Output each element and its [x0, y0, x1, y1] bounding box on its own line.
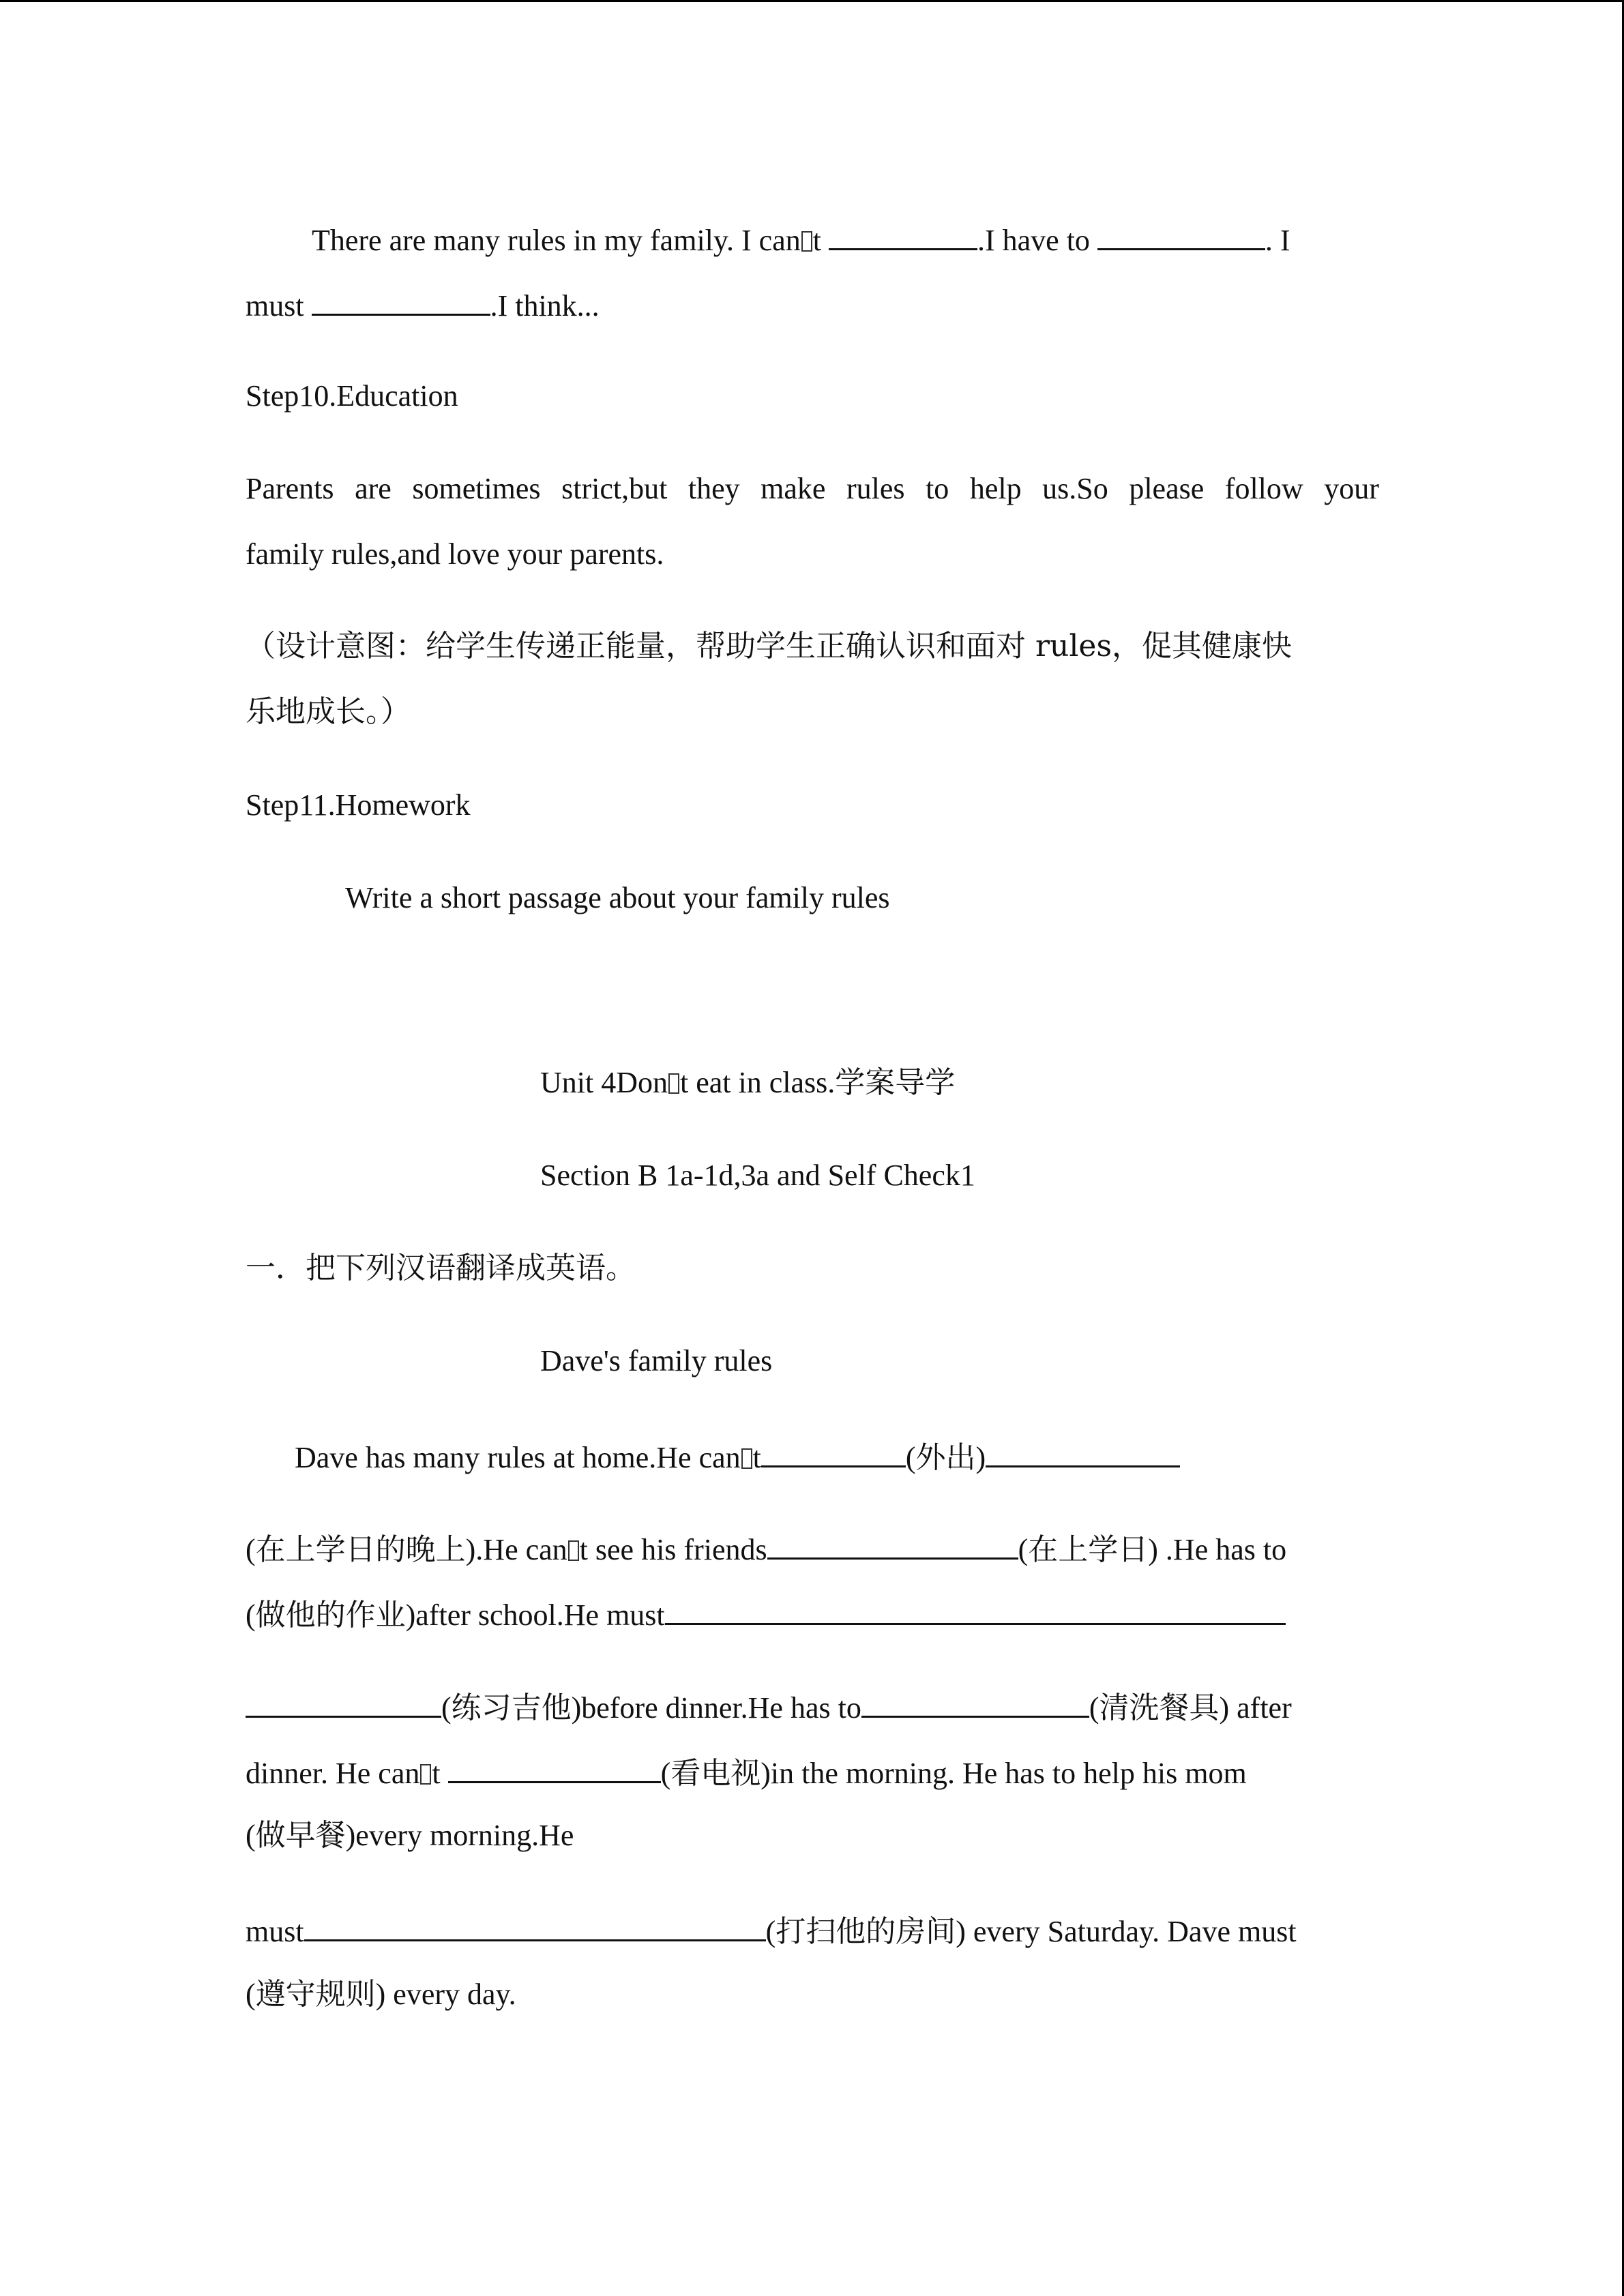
intro-text-c: .I have to	[977, 224, 1090, 257]
word: please	[1129, 472, 1205, 505]
passage-line-4	[246, 1684, 1379, 1729]
section-title: Section B 1a-1d,3a and Self Check1	[540, 1159, 975, 1192]
word: to	[926, 472, 949, 505]
answer-blank[interactable]	[829, 217, 977, 250]
intro-text-a: There are many rules in my family. I can	[312, 224, 801, 257]
answer-blank[interactable]	[767, 1526, 1018, 1560]
passage-text: (在上学日的晚上).He can	[246, 1533, 567, 1566]
word: us.So	[1042, 472, 1108, 505]
unit-title-b: t eat in class.学案导学	[680, 1066, 956, 1099]
word: rules	[846, 472, 905, 505]
word: sometimes	[412, 472, 541, 505]
passage-text: dinner. He can	[246, 1757, 420, 1790]
word: make	[761, 472, 826, 505]
passage-line-8: (遵守规则) every day.	[246, 1978, 516, 2011]
missing-glyph-icon	[420, 1764, 431, 1785]
passage-text: (外出)	[905, 1441, 986, 1474]
answer-blank[interactable]	[312, 282, 490, 316]
homework-text: Write a short passage about your family rules	[345, 881, 890, 914]
passage-text: (在上学日) .He has to	[1018, 1533, 1287, 1566]
passage-text: t	[752, 1441, 761, 1474]
answer-blank[interactable]	[448, 1750, 661, 1783]
step11-heading: Step11.Homework	[246, 788, 471, 822]
passage-line-6: (做早餐)every morning.He	[246, 1819, 574, 1852]
missing-glyph-icon	[568, 1540, 579, 1561]
passage-line-7	[246, 1908, 1379, 1952]
word: strict,but	[561, 472, 668, 505]
intro-text-d: . I	[1265, 224, 1290, 257]
word: are	[355, 472, 392, 505]
word: your	[1324, 472, 1379, 505]
missing-glyph-icon	[668, 1073, 679, 1094]
answer-blank[interactable]	[304, 1908, 766, 1941]
unit-title-a: Unit 4Don	[540, 1066, 668, 1099]
word: Parents	[246, 472, 334, 505]
intro-line-2	[246, 282, 1379, 327]
passage-line-1	[246, 1434, 1379, 1478]
design-intent-line-2: 乐地成长。）	[246, 694, 411, 729]
intro-text-f: .I think...	[490, 289, 600, 323]
passage-text: (做他的作业)after school.He must	[246, 1598, 665, 1632]
passage-text: (清洗餐具) after	[1089, 1691, 1292, 1725]
word: follow	[1224, 472, 1303, 505]
answer-blank[interactable]	[761, 1434, 906, 1467]
passage-line-5	[246, 1750, 1379, 1794]
answer-blank[interactable]	[665, 1592, 1286, 1625]
passage-text: (看电视)in the morning. He has to help his mom	[660, 1757, 1247, 1790]
passage-text: Dave has many rules at home.He can	[295, 1441, 741, 1474]
education-line-1	[246, 468, 1379, 509]
passage-text: t	[432, 1757, 441, 1790]
passage-text: must	[246, 1915, 304, 1948]
design-intent-line-1: （设计意图：给学生传递正能量，帮助学生正确认识和面对 rules，促其健康快	[246, 629, 1293, 664]
missing-glyph-icon	[741, 1448, 752, 1469]
passage-text: t see his friends	[579, 1533, 767, 1566]
word: help	[969, 472, 1022, 505]
passage-text: (打扫他的房间) every Saturday. Dave must	[765, 1915, 1297, 1948]
step10-heading: Step10.Education	[246, 379, 458, 413]
passage-title: Dave's family rules	[540, 1344, 773, 1377]
answer-blank[interactable]	[246, 1684, 441, 1718]
intro-text-b: t	[812, 224, 821, 257]
passage-text: (练习吉他)before dinner.He has to	[441, 1691, 861, 1725]
page-border-top	[0, 0, 1624, 2]
unit-title	[246, 1062, 1379, 1103]
intro-text-e: must	[246, 289, 304, 323]
answer-blank[interactable]	[986, 1434, 1180, 1467]
missing-glyph-icon	[801, 231, 812, 252]
education-line-2: family rules,and love your parents.	[246, 537, 664, 571]
word: they	[688, 472, 740, 505]
passage-line-3	[246, 1592, 1379, 1636]
passage-line-2	[246, 1526, 1379, 1570]
exercise-heading: 一．把下列汉语翻译成英语。	[246, 1251, 636, 1285]
answer-blank[interactable]	[1097, 217, 1265, 250]
answer-blank[interactable]	[861, 1684, 1089, 1718]
intro-line-1	[246, 217, 1379, 261]
